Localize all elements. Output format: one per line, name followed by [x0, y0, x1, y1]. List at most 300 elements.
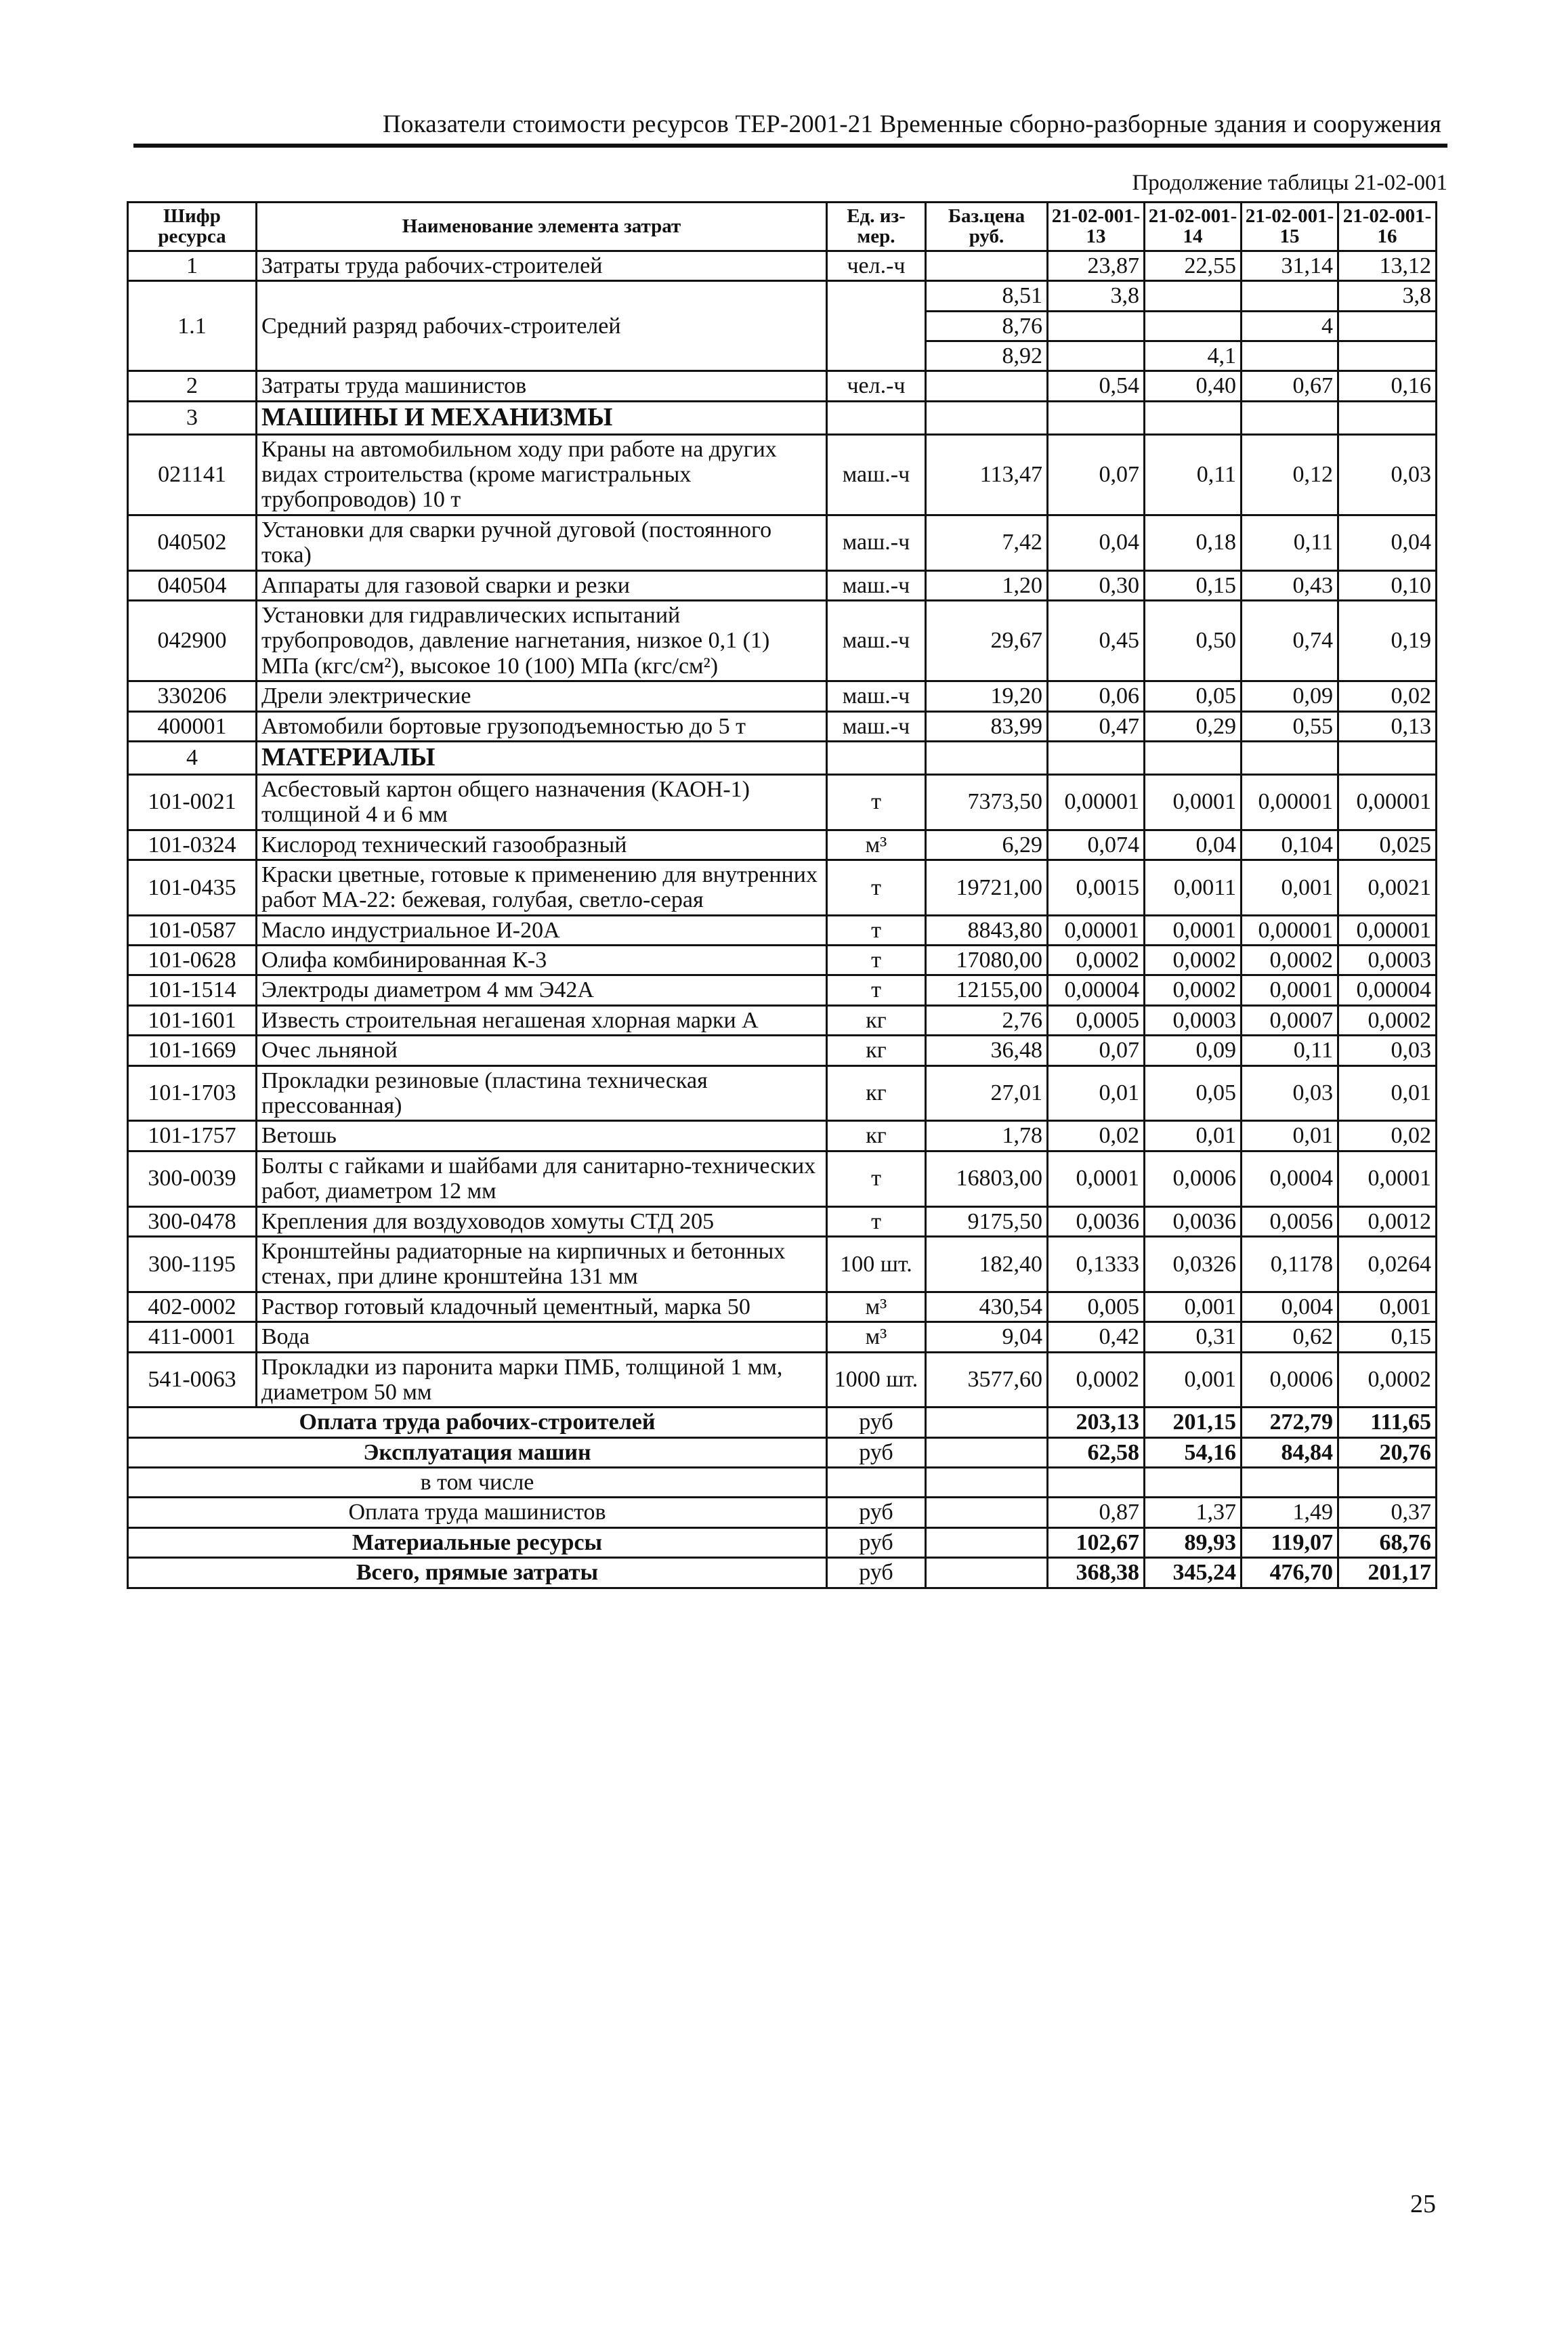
table-row	[128, 570, 1437, 600]
norm-value-cell: 0,0002	[1048, 1352, 1145, 1408]
base-price-cell: 7373,50	[926, 774, 1048, 830]
norm-value-cell: 0,0003	[1145, 1005, 1242, 1035]
unit-cell: маш.-ч	[827, 600, 926, 681]
norm-value-cell: 0,00001	[1338, 915, 1437, 945]
base-price-cell: 8,51	[926, 281, 1048, 311]
base-price-cell: 9175,50	[926, 1206, 1048, 1236]
norm-value-cell: 0,00004	[1048, 975, 1145, 1005]
unit-cell: м³	[827, 830, 926, 860]
base-price-cell: 19721,00	[926, 860, 1048, 915]
header-rule	[133, 144, 1447, 148]
base-price-cell: 8,92	[926, 341, 1048, 371]
norm-value-cell: 0,0004	[1242, 1151, 1338, 1206]
resource-code-cell: 101-0021	[128, 774, 257, 830]
summary-value-cell: 68,76	[1338, 1527, 1437, 1557]
base-price-cell: 83,99	[926, 711, 1048, 741]
empty-cell	[926, 401, 1048, 434]
norm-value-cell: 0,03	[1338, 1036, 1437, 1065]
norm-value-cell: 0,0002	[1145, 975, 1242, 1005]
resource-code-cell: 101-1514	[128, 975, 257, 1005]
norm-value-cell: 0,1333	[1048, 1236, 1145, 1292]
summary-value-cell: 54,16	[1145, 1437, 1242, 1467]
table-row	[128, 830, 1437, 860]
base-price-cell: 6,29	[926, 830, 1048, 860]
table-row	[128, 1065, 1437, 1121]
table-row	[128, 281, 1437, 311]
norm-value-cell: 0,001	[1242, 860, 1338, 915]
norm-value-cell: 0,11	[1242, 1036, 1338, 1065]
summary-value-cell: 89,93	[1145, 1527, 1242, 1557]
norm-value-cell: 0,54	[1048, 371, 1145, 401]
norm-value-cell: 0,0012	[1338, 1206, 1437, 1236]
column-header-21-02-001-15: 21-02-001-15	[1242, 203, 1338, 251]
table-row	[128, 711, 1437, 741]
resource-code-cell: 3	[128, 401, 257, 434]
norm-value-cell: 0,01	[1145, 1121, 1242, 1151]
norm-value-cell: 0,13	[1338, 711, 1437, 741]
summary-label-cell: Оплата труда рабочих-строителей	[128, 1408, 827, 1437]
section-title-cell: МАТЕРИАЛЫ	[257, 741, 827, 774]
unit-cell: руб	[827, 1527, 926, 1557]
element-name-cell: Краны на автомобильном ходу при работе на других видах строительства (кроме магистральных трубопроводов) 10 т	[257, 434, 827, 515]
table-row	[128, 1236, 1437, 1292]
base-price-cell: 2,76	[926, 1005, 1048, 1035]
base-price-cell: 17080,00	[926, 946, 1048, 975]
base-price-cell: 36,48	[926, 1036, 1048, 1065]
empty-cell	[926, 1468, 1048, 1498]
norm-value-cell: 4	[1242, 311, 1338, 341]
element-name-cell: Краски цветные, готовые к применению для внутренних работ МА-22: бежевая, голубая, светло-серая	[257, 860, 827, 915]
table-row	[128, 1121, 1437, 1151]
resource-code-cell: 101-0435	[128, 860, 257, 915]
norm-value-cell: 0,0006	[1242, 1352, 1338, 1408]
unit-cell: 1000 шт.	[827, 1352, 926, 1408]
element-name-cell: Раствор готовый кладочный цементный, марка 50	[257, 1292, 827, 1321]
element-name-cell: Прокладки из паронита марки ПМБ, толщиной 1 мм, диаметром 50 мм	[257, 1352, 827, 1408]
column-header-21-02-001-13: 21-02-001-13	[1048, 203, 1145, 251]
norm-value-cell: 0,0007	[1242, 1005, 1338, 1035]
summary-value-cell: 203,13	[1048, 1408, 1145, 1437]
norm-value-cell	[1048, 311, 1145, 341]
element-name-cell: Затраты труда машинистов	[257, 371, 827, 401]
table-row	[128, 1206, 1437, 1236]
summary-value-cell: 345,24	[1145, 1558, 1242, 1588]
element-name-cell: Ветошь	[257, 1121, 827, 1151]
summary-value-cell: 272,79	[1242, 1408, 1338, 1437]
resource-code-cell: 411-0001	[128, 1322, 257, 1352]
norm-value-cell: 0,0002	[1145, 946, 1242, 975]
norm-value-cell: 0,11	[1145, 434, 1242, 515]
unit-cell: кг	[827, 1065, 926, 1121]
resource-code-cell: 101-0587	[128, 915, 257, 945]
norm-value-cell: 0,0326	[1145, 1236, 1242, 1292]
summary-row	[128, 1527, 1437, 1557]
norm-value-cell: 0,15	[1338, 1322, 1437, 1352]
summary-value-cell	[1338, 1468, 1437, 1498]
unit-cell	[827, 281, 926, 371]
empty-cell	[926, 1527, 1048, 1557]
norm-value-cell: 0,40	[1145, 371, 1242, 401]
table-row	[128, 946, 1437, 975]
norm-value-cell: 0,0056	[1242, 1206, 1338, 1236]
base-price-cell: 1,20	[926, 570, 1048, 600]
empty-cell	[926, 1558, 1048, 1588]
summary-label-cell: Всего, прямые затраты	[128, 1558, 827, 1588]
norm-value-cell: 0,0001	[1242, 975, 1338, 1005]
norm-value-cell: 0,18	[1145, 515, 1242, 570]
element-name-cell: Установки для гидравлических испытаний трубопроводов, давление нагнетания, низкое 0,1 (1) МПа (кгс/см²), высокое 10 (100) МПа (кгс/см²)	[257, 600, 827, 681]
norm-value-cell: 0,0002	[1338, 1352, 1437, 1408]
table-row	[128, 1036, 1437, 1065]
unit-cell: руб	[827, 1408, 926, 1437]
unit-cell: т	[827, 975, 926, 1005]
norm-value-cell: 0,104	[1242, 830, 1338, 860]
resource-code-cell: 300-0039	[128, 1151, 257, 1206]
norm-value-cell: 3,8	[1048, 281, 1145, 311]
norm-value-cell: 22,55	[1145, 251, 1242, 280]
norm-value-cell: 31,14	[1242, 251, 1338, 280]
summary-row	[128, 1468, 1437, 1498]
element-name-cell: Болты с гайками и шайбами для санитарно-технических работ, диаметром 12 мм	[257, 1151, 827, 1206]
unit-cell	[827, 1468, 926, 1498]
norm-value-cell: 0,0002	[1048, 946, 1145, 975]
empty-cell	[827, 401, 926, 434]
summary-value-cell: 62,58	[1048, 1437, 1145, 1467]
section-title-cell: МАШИНЫ И МЕХАНИЗМЫ	[257, 401, 827, 434]
base-price-cell: 8,76	[926, 311, 1048, 341]
resource-code-cell: 541-0063	[128, 1352, 257, 1408]
norm-value-cell: 0,0005	[1048, 1005, 1145, 1035]
norm-value-cell: 0,04	[1145, 830, 1242, 860]
empty-cell	[1048, 401, 1145, 434]
norm-value-cell: 0,074	[1048, 830, 1145, 860]
empty-cell	[926, 1408, 1048, 1437]
table-row	[128, 975, 1437, 1005]
norm-value-cell: 0,10	[1338, 570, 1437, 600]
empty-cell	[1242, 741, 1338, 774]
empty-cell	[1242, 401, 1338, 434]
summary-value-cell: 201,15	[1145, 1408, 1242, 1437]
empty-cell	[1145, 741, 1242, 774]
empty-cell	[1048, 741, 1145, 774]
norm-value-cell: 0,0003	[1338, 946, 1437, 975]
norm-value-cell: 0,01	[1048, 1065, 1145, 1121]
column-header-unit: Ед. из-мер.	[827, 203, 926, 251]
summary-value-cell: 102,67	[1048, 1527, 1145, 1557]
resource-code-cell: 400001	[128, 711, 257, 741]
norm-value-cell: 0,0001	[1145, 915, 1242, 945]
base-price-cell: 1,78	[926, 1121, 1048, 1151]
column-header-price: Баз.цена руб.	[926, 203, 1048, 251]
element-name-cell: Вода	[257, 1322, 827, 1352]
summary-label-cell: Оплата труда машинистов	[128, 1498, 827, 1527]
norm-value-cell: 0,0002	[1242, 946, 1338, 975]
element-name-cell: Олифа комбинированная К-3	[257, 946, 827, 975]
empty-cell	[1338, 741, 1437, 774]
unit-cell: маш.-ч	[827, 570, 926, 600]
norm-value-cell: 0,07	[1048, 434, 1145, 515]
norm-value-cell: 0,03	[1338, 434, 1437, 515]
empty-cell	[1338, 401, 1437, 434]
norm-value-cell: 0,67	[1242, 371, 1338, 401]
page-header-title: Показатели стоимости ресурсов ТЕР-2001-21 Временные сборно-разборные здания и сооружения	[383, 110, 1442, 138]
norm-value-cell: 0,001	[1145, 1352, 1242, 1408]
resource-code-cell: 040502	[128, 515, 257, 570]
base-price-cell: 27,01	[926, 1065, 1048, 1121]
base-price-cell: 8843,80	[926, 915, 1048, 945]
element-name-cell: Крепления для воздуховодов хомуты СТД 205	[257, 1206, 827, 1236]
unit-cell: чел.-ч	[827, 251, 926, 280]
table-row	[128, 1151, 1437, 1206]
unit-cell: кг	[827, 1121, 926, 1151]
norm-value-cell: 0,02	[1338, 681, 1437, 711]
norm-value-cell: 0,45	[1048, 600, 1145, 681]
element-name-cell: Известь строительная негашеная хлорная марки А	[257, 1005, 827, 1035]
summary-value-cell: 20,76	[1338, 1437, 1437, 1467]
summary-value-cell: 476,70	[1242, 1558, 1338, 1588]
norm-value-cell: 0,02	[1338, 1121, 1437, 1151]
unit-cell: маш.-ч	[827, 434, 926, 515]
empty-cell	[1145, 401, 1242, 434]
summary-value-cell: 0,37	[1338, 1498, 1437, 1527]
table-row	[128, 1005, 1437, 1035]
norm-value-cell: 0,04	[1048, 515, 1145, 570]
empty-cell	[926, 1437, 1048, 1467]
summary-value-cell: 1,49	[1242, 1498, 1338, 1527]
base-price-cell: 29,67	[926, 600, 1048, 681]
unit-cell: маш.-ч	[827, 681, 926, 711]
norm-value-cell: 0,29	[1145, 711, 1242, 741]
norm-value-cell	[1145, 281, 1242, 311]
norm-value-cell: 0,0021	[1338, 860, 1437, 915]
table-row	[128, 681, 1437, 711]
norm-value-cell: 0,30	[1048, 570, 1145, 600]
norm-value-cell: 0,004	[1242, 1292, 1338, 1321]
unit-cell: 100 шт.	[827, 1236, 926, 1292]
base-price-cell: 7,42	[926, 515, 1048, 570]
summary-value-cell	[1048, 1468, 1145, 1498]
table-row	[128, 1352, 1437, 1408]
norm-value-cell: 0,74	[1242, 600, 1338, 681]
resource-code-cell: 2	[128, 371, 257, 401]
norm-value-cell: 0,02	[1048, 1121, 1145, 1151]
resource-code-cell: 300-1195	[128, 1236, 257, 1292]
base-price-cell: 9,04	[926, 1322, 1048, 1352]
norm-value-cell: 0,16	[1338, 371, 1437, 401]
base-price-cell: 430,54	[926, 1292, 1048, 1321]
resource-code-cell: 101-1601	[128, 1005, 257, 1035]
element-name-cell: Очес льняной	[257, 1036, 827, 1065]
summary-row	[128, 1437, 1437, 1467]
norm-value-cell: 0,00001	[1048, 774, 1145, 830]
norm-value-cell: 0,0006	[1145, 1151, 1242, 1206]
resource-code-cell: 042900	[128, 600, 257, 681]
norm-value-cell: 0,0036	[1048, 1206, 1145, 1236]
norm-value-cell: 4,1	[1145, 341, 1242, 371]
norm-value-cell: 0,12	[1242, 434, 1338, 515]
page-number: 25	[1410, 2190, 1436, 2218]
norm-value-cell: 0,11	[1242, 515, 1338, 570]
table-row	[128, 1322, 1437, 1352]
norm-value-cell: 0,00004	[1338, 975, 1437, 1005]
norm-value-cell: 0,00001	[1048, 915, 1145, 945]
norm-value-cell: 0,01	[1338, 1065, 1437, 1121]
base-price-cell: 19,20	[926, 681, 1048, 711]
norm-value-cell: 0,005	[1048, 1292, 1145, 1321]
summary-value-cell: 368,38	[1048, 1558, 1145, 1588]
norm-value-cell: 0,47	[1048, 711, 1145, 741]
base-price-cell: 182,40	[926, 1236, 1048, 1292]
norm-value-cell: 0,00001	[1242, 915, 1338, 945]
unit-cell: т	[827, 1151, 926, 1206]
element-name-cell: Кислород технический газообразный	[257, 830, 827, 860]
norm-value-cell: 0,0001	[1145, 774, 1242, 830]
base-price-cell: 12155,00	[926, 975, 1048, 1005]
norm-value-cell: 0,62	[1242, 1322, 1338, 1352]
norm-value-cell	[1145, 311, 1242, 341]
resource-code-cell: 101-0324	[128, 830, 257, 860]
norm-value-cell: 0,31	[1145, 1322, 1242, 1352]
unit-cell: кг	[827, 1005, 926, 1035]
unit-cell: т	[827, 774, 926, 830]
resource-code-cell: 402-0002	[128, 1292, 257, 1321]
base-price-cell: 113,47	[926, 434, 1048, 515]
norm-value-cell: 0,0001	[1338, 1151, 1437, 1206]
element-name-cell: Автомобили бортовые грузоподъемностью до 5 т	[257, 711, 827, 741]
norm-value-cell: 0,09	[1242, 681, 1338, 711]
table-row	[128, 915, 1437, 945]
unit-cell: руб	[827, 1498, 926, 1527]
unit-cell: м³	[827, 1292, 926, 1321]
table-row	[128, 371, 1437, 401]
element-name-cell: Кронштейны радиаторные на кирпичных и бетонных стенах, при длине кронштейна 131 мм	[257, 1236, 827, 1292]
norm-value-cell: 13,12	[1338, 251, 1437, 280]
norm-value-cell: 0,06	[1048, 681, 1145, 711]
summary-label-cell: в том числе	[128, 1468, 827, 1498]
norm-value-cell: 0,00001	[1338, 774, 1437, 830]
norm-value-cell: 0,0036	[1145, 1206, 1242, 1236]
section-row	[128, 741, 1437, 774]
resource-code-cell: 101-0628	[128, 946, 257, 975]
summary-value-cell: 201,17	[1338, 1558, 1437, 1588]
element-name-cell: Дрели электрические	[257, 681, 827, 711]
summary-row	[128, 1558, 1437, 1588]
table-row	[128, 1292, 1437, 1321]
summary-value-cell: 119,07	[1242, 1527, 1338, 1557]
summary-value-cell	[1145, 1468, 1242, 1498]
unit-cell: т	[827, 1206, 926, 1236]
empty-cell	[926, 741, 1048, 774]
norm-value-cell: 0,04	[1338, 515, 1437, 570]
table-row	[128, 600, 1437, 681]
norm-value-cell: 0,1178	[1242, 1236, 1338, 1292]
column-header-21-02-001-16: 21-02-001-16	[1338, 203, 1437, 251]
norm-value-cell	[1242, 341, 1338, 371]
table-row	[128, 251, 1437, 280]
element-name-cell: Аппараты для газовой сварки и резки	[257, 570, 827, 600]
resource-code-cell: 101-1703	[128, 1065, 257, 1121]
norm-value-cell: 0,19	[1338, 600, 1437, 681]
norm-value-cell: 0,025	[1338, 830, 1437, 860]
empty-cell	[827, 741, 926, 774]
unit-cell: кг	[827, 1036, 926, 1065]
summary-label-cell: Материальные ресурсы	[128, 1527, 827, 1557]
norm-value-cell	[1338, 341, 1437, 371]
table-row	[128, 774, 1437, 830]
norm-value-cell: 0,43	[1242, 570, 1338, 600]
element-name-cell: Электроды диаметром 4 мм Э42А	[257, 975, 827, 1005]
norm-value-cell: 0,15	[1145, 570, 1242, 600]
summary-value-cell: 84,84	[1242, 1437, 1338, 1467]
table-row	[128, 434, 1437, 515]
section-row	[128, 401, 1437, 434]
norm-value-cell: 0,01	[1242, 1121, 1338, 1151]
norm-value-cell: 0,0015	[1048, 860, 1145, 915]
unit-cell: маш.-ч	[827, 515, 926, 570]
norm-value-cell: 0,42	[1048, 1322, 1145, 1352]
summary-value-cell: 1,37	[1145, 1498, 1242, 1527]
resource-code-cell: 101-1757	[128, 1121, 257, 1151]
resource-code-cell: 4	[128, 741, 257, 774]
element-name-cell: Установки для сварки ручной дуговой (постоянного тока)	[257, 515, 827, 570]
resource-code-cell: 021141	[128, 434, 257, 515]
element-name-cell: Затраты труда рабочих-строителей	[257, 251, 827, 280]
norm-value-cell: 0,50	[1145, 600, 1242, 681]
norm-value-cell	[1338, 311, 1437, 341]
resource-code-cell: 300-0478	[128, 1206, 257, 1236]
base-price-cell	[926, 371, 1048, 401]
table-row	[128, 515, 1437, 570]
summary-value-cell: 111,65	[1338, 1408, 1437, 1437]
norm-value-cell: 0,0011	[1145, 860, 1242, 915]
norm-value-cell: 0,00001	[1242, 774, 1338, 830]
norm-value-cell	[1242, 281, 1338, 311]
unit-cell: чел.-ч	[827, 371, 926, 401]
summary-value-cell: 0,87	[1048, 1498, 1145, 1527]
resource-code-cell: 1	[128, 251, 257, 280]
summary-label-cell: Эксплуатация машин	[128, 1437, 827, 1467]
table-continuation-label: Продолжение таблицы 21-02-001	[1132, 171, 1447, 195]
element-name-cell: Асбестовый картон общего назначения (КАОН-1) толщиной 4 и 6 мм	[257, 774, 827, 830]
norm-value-cell: 0,05	[1145, 1065, 1242, 1121]
norm-value-cell: 0,0264	[1338, 1236, 1437, 1292]
summary-value-cell	[1242, 1468, 1338, 1498]
base-price-cell: 3577,60	[926, 1352, 1048, 1408]
summary-row	[128, 1408, 1437, 1437]
norm-value-cell: 0,001	[1338, 1292, 1437, 1321]
unit-cell: руб	[827, 1558, 926, 1588]
norm-value-cell: 0,07	[1048, 1036, 1145, 1065]
column-header-name: Наименование элемента затрат	[257, 203, 827, 251]
table-body	[128, 251, 1437, 1588]
unit-cell: т	[827, 946, 926, 975]
column-header-code: Шифр ресурса	[128, 203, 257, 251]
norm-value-cell	[1048, 341, 1145, 371]
resource-code-cell: 330206	[128, 681, 257, 711]
base-price-cell: 16803,00	[926, 1151, 1048, 1206]
resource-code-cell: 040504	[128, 570, 257, 600]
norm-value-cell: 0,001	[1145, 1292, 1242, 1321]
empty-cell	[926, 1498, 1048, 1527]
unit-cell: маш.-ч	[827, 711, 926, 741]
norm-value-cell: 0,0001	[1048, 1151, 1145, 1206]
summary-row	[128, 1498, 1437, 1527]
norm-value-cell: 3,8	[1338, 281, 1437, 311]
resource-code-cell: 1.1	[128, 281, 257, 371]
norm-value-cell: 0,03	[1242, 1065, 1338, 1121]
unit-cell: м³	[827, 1322, 926, 1352]
unit-cell: т	[827, 860, 926, 915]
